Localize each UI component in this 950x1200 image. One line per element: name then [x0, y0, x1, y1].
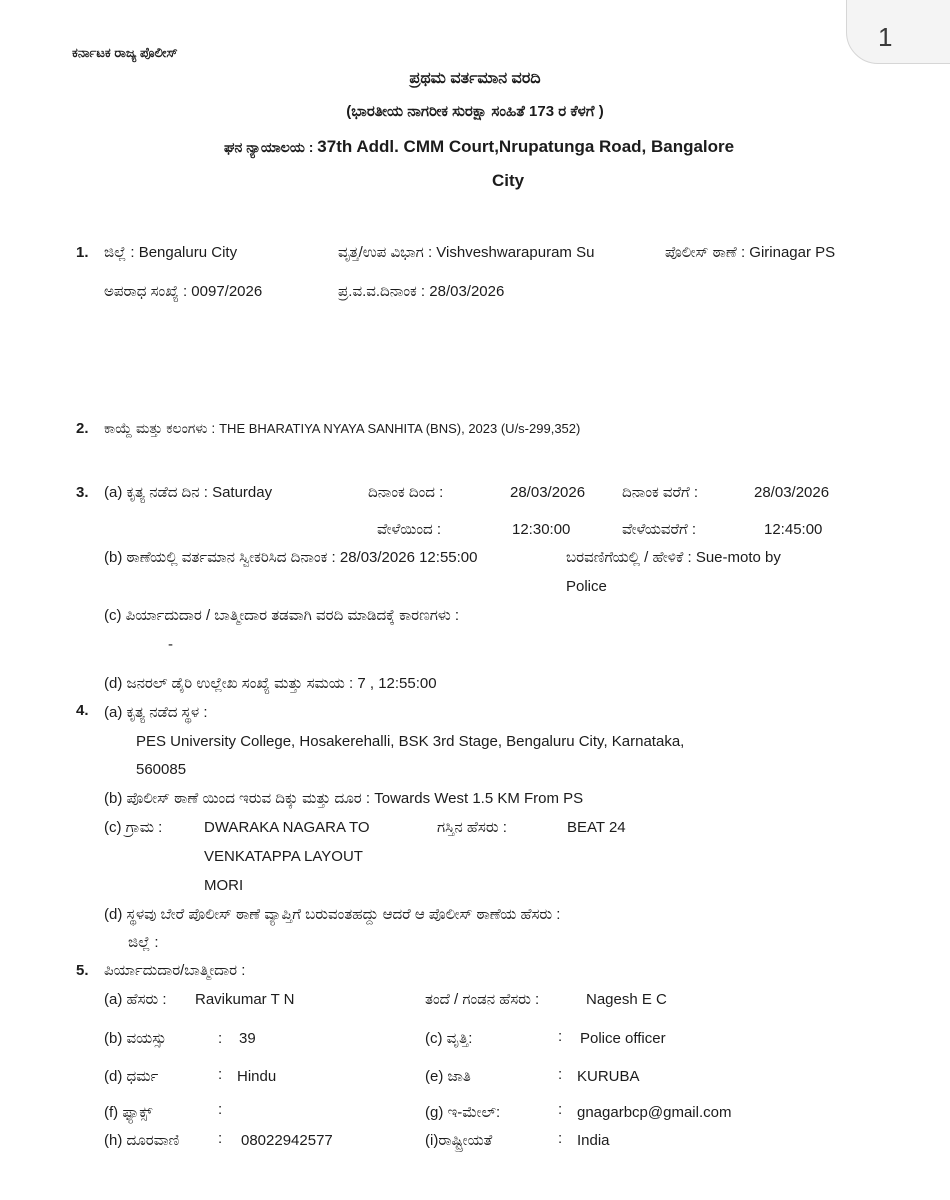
beat-label: ಗಸ್ತಿನ ಹೆಸರು : — [437, 819, 507, 836]
email-colon: : — [558, 1101, 563, 1118]
time-from-label: ವೇಳೆಯಿಂದ : — [377, 521, 442, 538]
age-colon: : — [218, 1030, 223, 1047]
nationality-colon: : — [558, 1130, 563, 1147]
subdivision-field: ವೃತ್ತ/ಉಪ ವಿಭಾಗ : Vishveshwarapuram Su — [338, 244, 595, 261]
date-to-label: ದಿನಾಂಕ ವರೆಗೆ : — [622, 484, 699, 501]
occupation-value: Police officer — [580, 1030, 666, 1047]
court-value-city: City — [492, 171, 525, 190]
nationality-value: India — [577, 1132, 610, 1149]
district-field: ಜಿಲ್ಲೆ : Bengaluru City — [104, 244, 238, 261]
written-oral-field-2: Police — [566, 578, 607, 595]
acts-sections-line — [104, 420, 580, 438]
occurrence-place-line-1: PES University College, Hosakerehalli, BSK 3rd Stage, Bengaluru City, Karnataka, — [136, 733, 685, 750]
phone-colon: : — [218, 1130, 223, 1147]
acts-value: THE BHARATIYA NYAYA SANHITA (BNS), 2023 (U/s-299,352) — [219, 421, 581, 436]
time-to-label: ವೇಳೆಯವರೆಗೆ : — [622, 521, 697, 538]
section-5-number: 5. — [76, 962, 89, 979]
date-from-label: ದಿನಾಂಕ ದಿಂದ : — [368, 484, 444, 501]
complainant-name-label: (a) ಹೆಸರು : — [104, 991, 167, 1008]
delay-reason-label: (c) ಪಿರ್ಯಾದುದಾರ / ಬಾತ್ಮೀದಾರ ತಡವಾಗಿ ವರದಿ ಮಾಡಿದಕ್ಕೆ ಕಾರಣಗಳು : — [104, 607, 460, 624]
occupation-label: (c) ವೃತ್ತಿ: — [425, 1030, 473, 1047]
father-name-value: Nagesh E C — [586, 991, 667, 1008]
father-name-label: ತಂದೆ / ಗಂಡನ ಹೆಸರು : — [425, 991, 540, 1008]
document-subtitle: (ಭಾರತೀಯ ನಾಗರೀಕ ಸುರಕ್ಷಾ ಸಂಹಿತೆ 173 ರ ಕೆಳಗೆ ) — [346, 103, 604, 120]
village-value-1: DWARAKA NAGARA TO — [204, 819, 370, 836]
fax-label: (f) ಫ್ಯಾಕ್ಸ್ — [104, 1104, 153, 1121]
email-value: gnagarbcp@gmail.com — [577, 1104, 732, 1121]
police-station-field: ಪೊಲೀಸ್ ಠಾಣೆ : Girinagar PS — [665, 244, 836, 261]
beat-value: BEAT 24 — [567, 819, 626, 836]
page-badge — [846, 0, 950, 64]
age-label: (b) ವಯಸ್ಸು — [104, 1030, 167, 1047]
delay-reason-value: - — [168, 636, 173, 653]
caste-colon: : — [558, 1066, 563, 1083]
section-1-number: 1. — [76, 244, 89, 261]
fir-date-field: ಪ್ರ.ವ.ವ.ದಿನಾಂಕ : 28/03/2026 — [338, 283, 505, 300]
nationality-label: (i)ರಾಷ್ಟ್ರೀಯತೆ — [425, 1132, 493, 1149]
written-oral-field: ಬರವಣಿಗೆಯಲ್ಲಿ / ಹೇಳಿಕೆ : Sue-moto by — [566, 549, 781, 566]
acts-label: ಕಾಯ್ದೆ ಮತ್ತು ಕಲಂಗಳು : — [104, 420, 220, 436]
general-diary-reference: (d) ಜನರಲ್ ಡೈರಿ ಉಲ್ಲೇಖ ಸಂಖ್ಯೆ ಮತ್ತು ಸಮಯ : 7 , 12:55:00 — [104, 675, 437, 692]
time-from-value: 12:30:00 — [512, 521, 571, 538]
phone-value: 08022942577 — [241, 1132, 333, 1149]
occupation-colon: : — [558, 1028, 563, 1045]
date-from-value: 28/03/2026 — [510, 484, 586, 501]
village-label: (c) ಗ್ರಾಮ : — [104, 819, 163, 836]
religion-value: Hindu — [237, 1068, 277, 1085]
other-station-label: (d) ಸ್ಥಳವು ಬೇರೆ ಪೊಲೀಸ್ ಠಾಣೆ ವ್ಯಾಪ್ತಿಗೆ ಬರುವಂತಹದ್ದು ಆದರೆ ಆ ಪೊಲೀಸ್ ಠಾಣೆಯ ಹೆಸರು : — [104, 906, 561, 923]
religion-colon: : — [218, 1066, 223, 1083]
info-received-date: (b) ಠಾಣೆಯಲ್ಲಿ ವರ್ತಮಾನ ಸ್ವೀಕರಿಸಿದ ದಿನಾಂಕ : 28/03/2026 12:55:00 — [104, 549, 478, 566]
court-label: ಘನ ನ್ಯಾಯಾಲಯ : — [224, 139, 318, 155]
village-value-2: VENKATAPPA LAYOUT — [204, 848, 363, 865]
section-2-number: 2. — [76, 420, 89, 437]
complainant-heading: ಪಿರ್ಯಾದುದಾರ/ಬಾತ್ಮೀದಾರ : — [104, 962, 246, 979]
state-police-label: ಕರ್ನಾಟಕ ರಾಜ್ಯ ಪೊಲೀಸ್ — [72, 45, 178, 60]
age-value: 39 — [239, 1030, 256, 1047]
village-value-3: MORI — [204, 877, 244, 894]
document-title: ಪ್ರಥಮ ವರ್ತಮಾನ ವರದಿ — [409, 70, 541, 87]
occurrence-place-label: (a) ಕೃತ್ಯ ನಡೆದ ಸ್ಥಳ : — [104, 704, 208, 721]
fax-colon: : — [218, 1101, 223, 1118]
caste-value: KURUBA — [577, 1068, 640, 1085]
complainant-name-value: Ravikumar T N — [195, 991, 295, 1008]
email-label: (g) ಇ-ಮೇಲ್: — [425, 1104, 501, 1121]
occurrence-place-line-2: 560085 — [136, 761, 187, 778]
caste-label: (e) ಜಾತಿ — [425, 1068, 471, 1085]
court-line — [224, 137, 734, 157]
section-3-number: 3. — [76, 484, 89, 501]
page-number: 1 — [878, 22, 893, 52]
direction-distance: (b) ಪೊಲೀಸ್ ಠಾಣೆ ಯಿಂದ ಇರುವ ದಿಕ್ಕು ಮತ್ತು ದೂರ : Towards West 1.5 KM From PS — [104, 790, 584, 807]
occurrence-day: (a) ಕೃತ್ಯ ನಡೆದ ದಿನ : Saturday — [104, 484, 273, 501]
court-value: 37th Addl. CMM Court,Nrupatunga Road, Bangalore — [317, 137, 735, 156]
date-to-value: 28/03/2026 — [754, 484, 830, 501]
other-station-district: ಜಿಲ್ಲೆ : — [128, 934, 159, 951]
section-4-number: 4. — [76, 702, 89, 719]
religion-label: (d) ಧರ್ಮ — [104, 1068, 159, 1085]
time-to-value: 12:45:00 — [764, 521, 823, 538]
crime-number-field: ಅಪರಾಧ ಸಂಖ್ಯೆ : 0097/2026 — [104, 283, 263, 300]
phone-label: (h) ದೂರವಾಣಿ — [104, 1132, 180, 1149]
